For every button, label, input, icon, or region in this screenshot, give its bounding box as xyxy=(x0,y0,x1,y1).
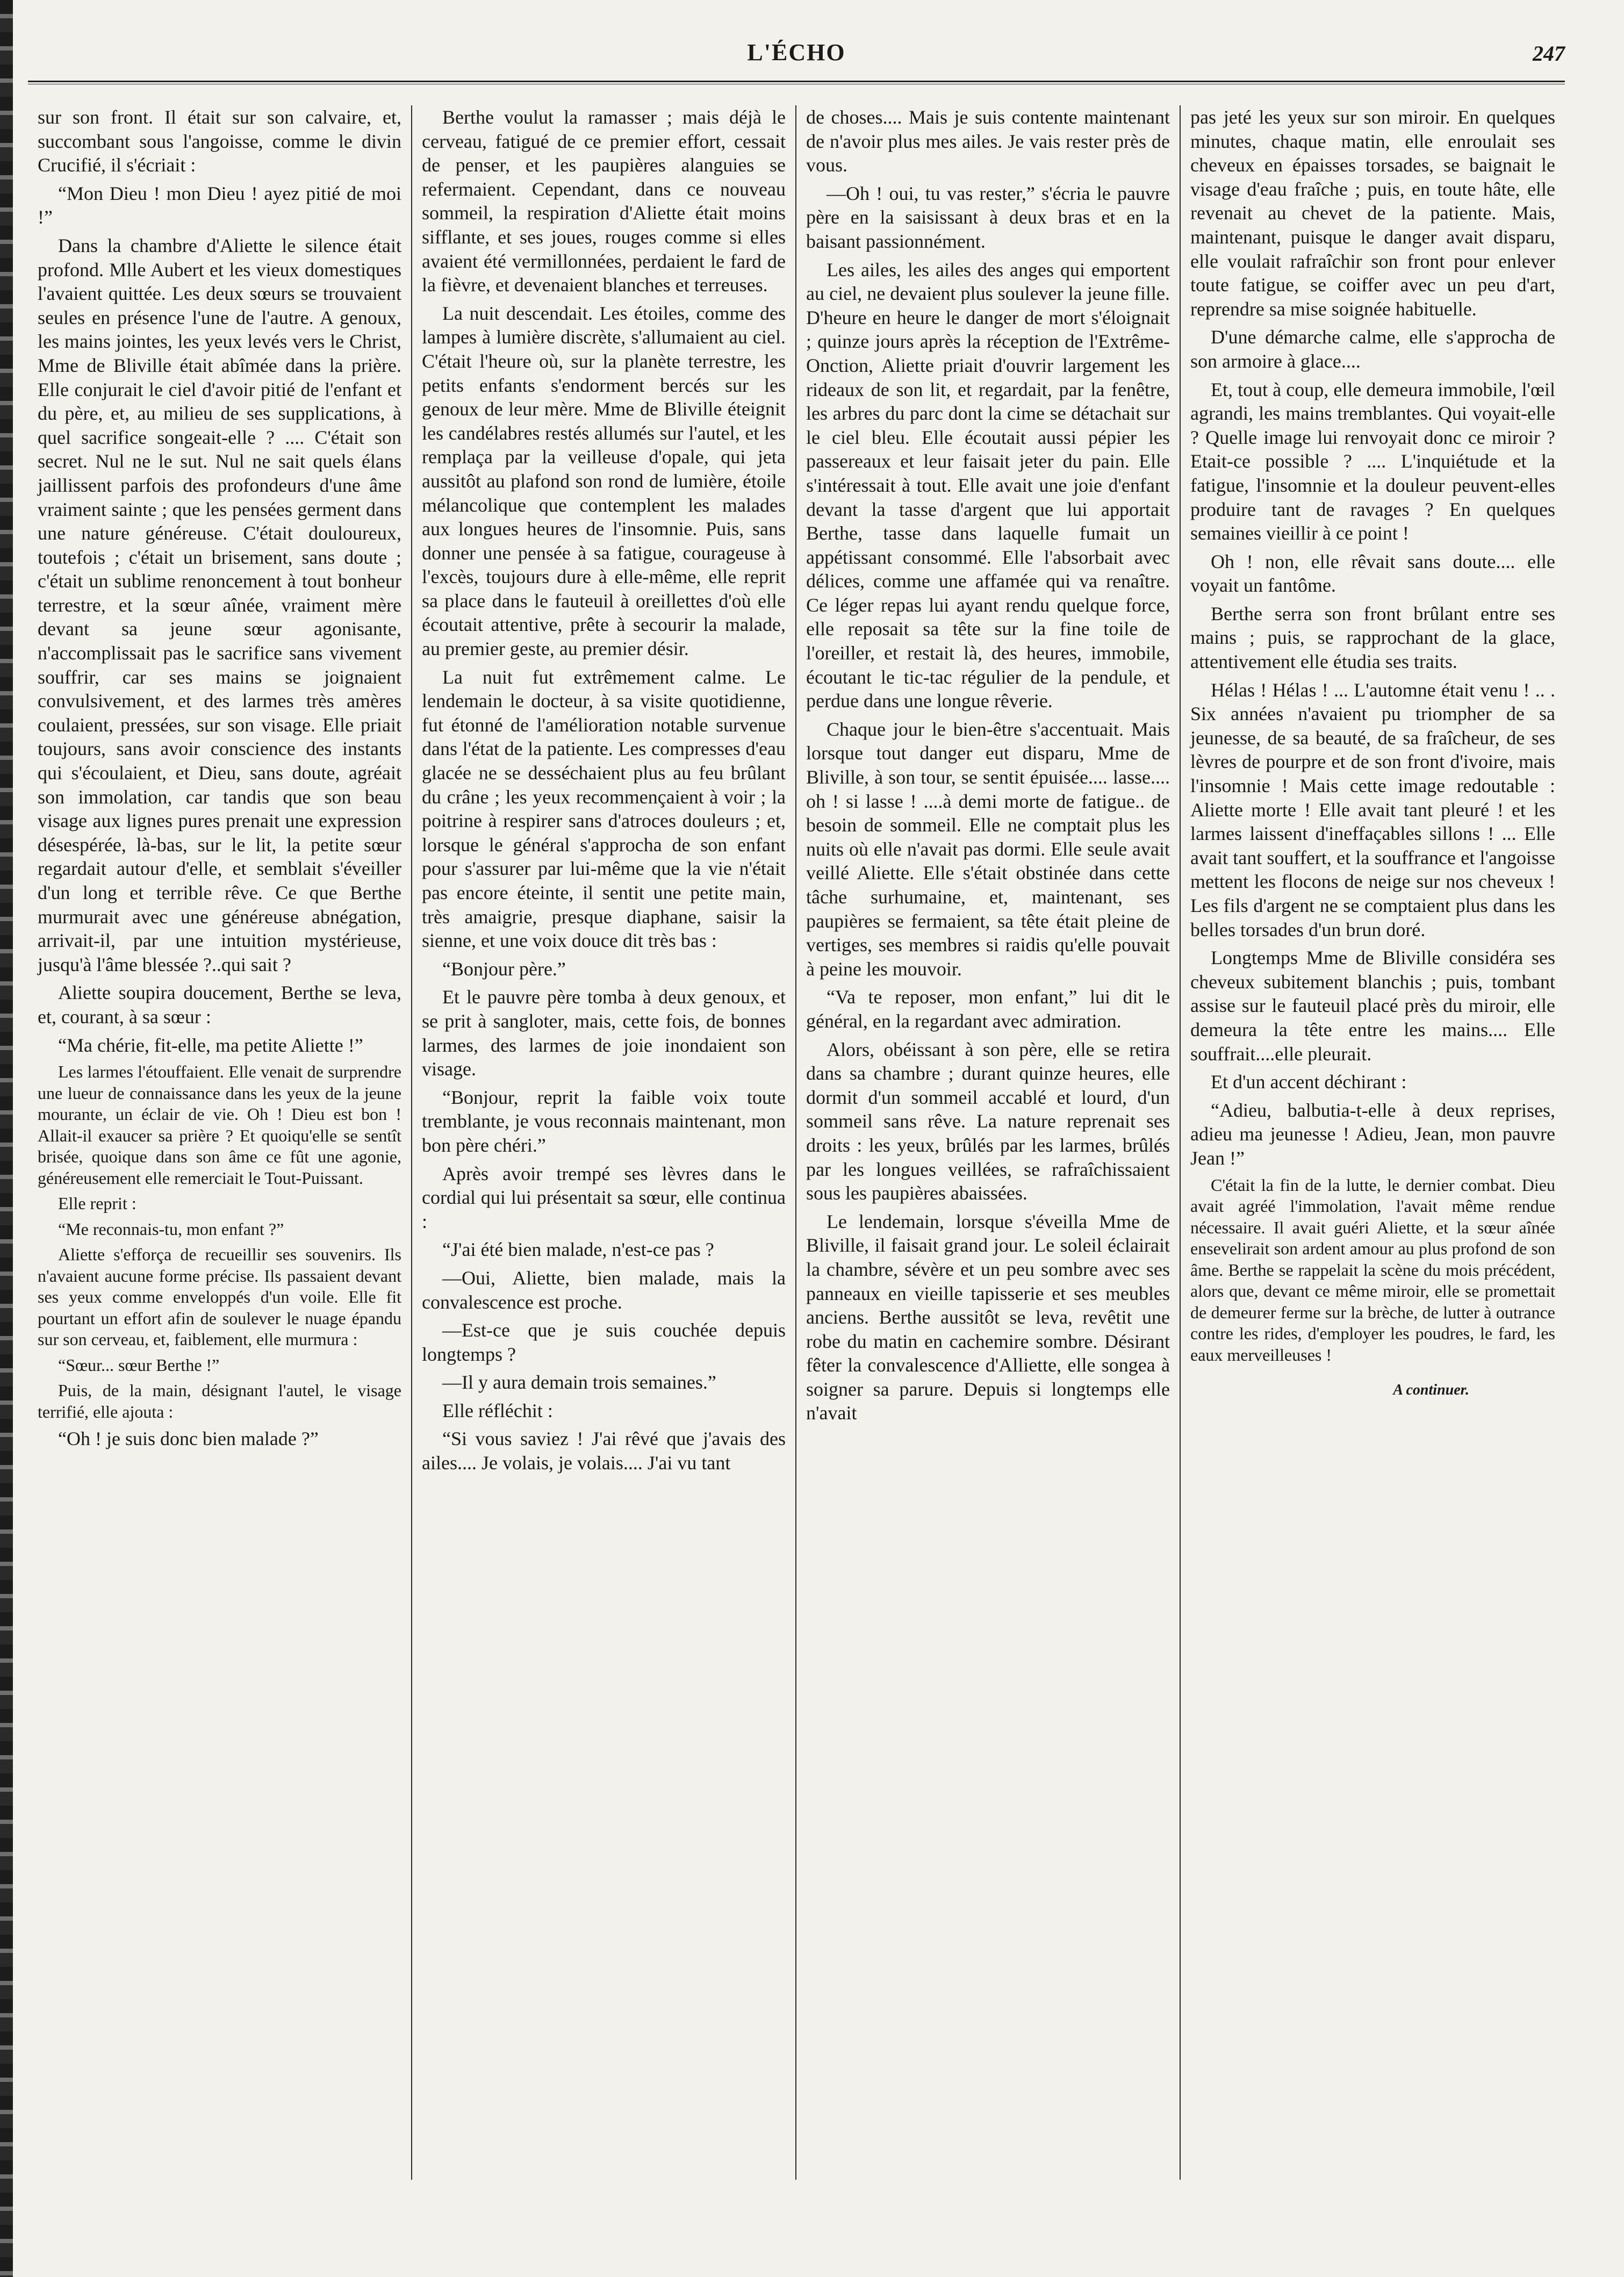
paragraph: —Il y aura demain trois semaines.” xyxy=(442,1371,716,1394)
header-rule xyxy=(28,81,1565,82)
paragraph: Dans la chambre d'Aliette le silence était profond. Mlle Aubert et les vieux domestiques l'avaient quittée. Les deux sœurs se trouvaient seules en présence l'une de l'autre. A genoux, les mains jointes, les yeux levés vers le Christ, Mme de Bliville était abîmée dans la prière. Elle conjurait le ciel d'avoir pitié de l'enfant et du père, et, au milieu de ses supplications, à quel sacrifice songeait-elle ? .... C'était son secret. Nul ne le sut. Nul ne sait quels élans jaillissent parfois des profondeurs d'une âme vraiment sainte ; que les pensées germent dans une nature généreuse. C'était douloureux, toutefois ; c'était un brisement, sans doute ; c'était un sublime renoncement à tout bonheur terrestre, et la sœur aînée, vraiment mère devant sa jeune sœur agonisante, n'accomplissait pas le sacrifice sans vivement souffrir, car ses mains se joignaient convulsivement, et des larmes très amères coulaient, pressées, sur son visage. Elle priait toujours, sans avoir conscience des instants qui s'écoulaient, et Dieu, sans doute, agréait son immolation, car tandis que son beau visage aux lignes pures prenait une expression désespérée, là-bas, sur le lit, la petite sœur regardait autour d'elle, et semblait s'éveiller d'un long et terrible rêve. Ce que Berthe murmurait avec une généreuse abnégation, arrivait-il, par une intuition mystérieuse, jusqu'à l'âme blessée ?..qui sait ? xyxy=(38,234,401,975)
binding-edge xyxy=(0,0,13,2277)
paragraph: La nuit descendait. Les étoiles, comme des lampes à lumière discrète, s'allumaient au ciel. C'était l'heure où, sur la planète terrestre, les petits enfants s'endorment bercés sur les genoux de leur mère. Mme de Bliville éteignit les candélabres restés allumés sur l'autel, et les remplaça par la veilleuse d'opale, qui jeta aussitôt au plafond son rond de lumière, étoile mélancolique que contemplent les malades aux longues heures de l'insomnie. Puis, sans donner une pensée à sa fatigue, courageuse à l'excès, toujours dure à elle-même, elle reprit sa place dans le fauteuil à oreillettes d'où elle écoutait attentive, prête à secourir la malade, au premier geste, au premier désir. xyxy=(422,302,786,660)
column-4-paragraphs xyxy=(1190,105,1555,1366)
column-4 xyxy=(1181,105,1565,2180)
publication-title: L'ÉCHO xyxy=(747,39,846,66)
paragraph: Aliette soupira doucement, Berthe se leva, et, courant, à sa sœur : xyxy=(38,982,401,1028)
paragraph: de choses.... Mais je suis contente maintenant de n'avoir plus mes ailes. Je vais rester près de vous. xyxy=(806,106,1170,176)
paragraph: Puis, de la main, désignant l'autel, le visage terrifié, elle ajouta : xyxy=(38,1381,401,1421)
paragraph: Elle reprit : xyxy=(58,1194,136,1213)
paragraph: Les ailes, les ailes des anges qui emportent au ciel, ne devaient plus soulever la jeune fille. D'heure en heure le danger de mort s'éloignait ; quinze jours après la réception de l'Extrême-Onction, Aliette priait d'ouvrir largement les rideaux de son lit, et regardait, par la fenêtre, les arbres du parc dont la cime se détachait sur le ciel bleu. Elle écoutait aussi pépier les passereaux et leur faisait jeter du pain. Elle s'intéressait à tout. Elle avait une joie d'enfant devant la tasse d'argent que lui apportait Berthe, tasse dans laquelle fumait un appétissant consommé. Elle l'absorbait avec délices, comme une affamée qui va renaître. Ce léger repas lui ayant rendu quelque force, elle reposait sa tête sur la fine toile de l'oreiller, et restait là, des heures, immobile, écoutant le tic-tac régulier de la pendule, et perdue dans une longue rêverie. xyxy=(806,258,1170,712)
paragraph: “J'ai été bien malade, n'est-ce pas ? xyxy=(442,1239,714,1261)
paragraph: “Va te reposer, mon enfant,” lui dit le général, en la regardant avec admiration. xyxy=(806,986,1170,1032)
paragraph: Alors, obéissant à son père, elle se retira dans sa chambre ; durant quinze heures, elle dormit d'un sommeil accablé et lourd, d'un sommeil sans rêve. La nature reprenait ses droits : les yeux, brûlés par les larmes, brûlés par les longues veillées, se rafraîchissaient sous les paupières abaissées. xyxy=(806,1038,1170,1204)
paragraph: “Si vous saviez ! J'ai rêvé que j'avais des ailes.... Je volais, je volais.... J'ai vu tant xyxy=(422,1428,786,1474)
page-header xyxy=(28,39,1565,76)
paragraph: “Sœur... sœur Berthe !” xyxy=(58,1355,220,1375)
paragraph: Longtemps Mme de Bliville considéra ses cheveux subitement blanchis ; puis, tombant assise sur le fauteuil placé près du miroir, elle demeura la tête entre les mains.... Elle souffrait....elle pleurait. xyxy=(1190,947,1555,1065)
paragraph: —Oui, Aliette, bien malade, mais la convalescence est proche. xyxy=(422,1267,786,1313)
paragraph: Le lendemain, lorsque s'éveilla Mme de Bliville, il faisait grand jour. Le soleil éclairait la chambre, sévère et un peu sombre avec ses panneaux en vieille tapisserie et ses meubles anciens. Berthe aussitôt se leva, revêtit une robe du matin en cachemire sombre. Désirant fêter la convalescence d'Alliette, elle songea à soigner sa parure. Depuis si longtemps elle n'avait xyxy=(806,1210,1170,1424)
paragraph: Les larmes l'étouffaient. Elle venait de surprendre une lueur de connaissance dans les yeux de la jeune mourante, un éclair de vie. Oh ! Dieu est bon ! Allait-il exaucer sa prière ? Et quoiqu'elle se sentît brisée, quoique dans son âme ce fût une agonie, généreusement elle remerciait le Tout-Puissant. xyxy=(38,1062,401,1188)
paragraph: sur son front. Il était sur son calvaire, et, succombant sous l'angoisse, comme le divin Crucifié, il s'écriait : xyxy=(38,106,401,176)
page-number: 247 xyxy=(1533,41,1565,66)
paragraph: Berthe serra son front brûlant entre ses mains ; puis, se rapprochant de la glace, attentivement elle étudia ses traits. xyxy=(1190,602,1555,673)
paragraph: Et d'un accent déchirant : xyxy=(1211,1071,1407,1093)
paragraph: —Oh ! oui, tu vas rester,” s'écria le pauvre père en la saisissant à deux bras et en la baisant passionnément. xyxy=(806,182,1170,252)
paragraph: D'une démarche calme, elle s'approcha de son armoire à glace.... xyxy=(1190,326,1555,372)
paragraph: “Bonjour père.” xyxy=(442,958,566,980)
paragraph: “Mon Dieu ! mon Dieu ! ayez pitié de moi !” xyxy=(38,182,401,228)
paragraph: Hélas ! Hélas ! ... L'automne était venu ! .. . Six années n'avaient pu triompher de sa jeunesse, de sa beauté, de sa fraîcheur, de ses lèvres de pourpre et de son front d'ivoire, mais l'insomnie ! Mais cette image redoutable : Aliette morte ! Elle avait tant pleuré ! et les larmes laissent d'ineffaçables sillons ! ... Elle avait tant souffert, et la souffrance et l'angoisse mettent les flocons de neige sur nos cheveux ! Les fils d'argent ne se comptaient plus dans les belles torsades d'un brun doré. xyxy=(1190,679,1555,940)
paragraph: “Ma chérie, fit-elle, ma petite Aliette !” xyxy=(58,1034,363,1056)
paragraph: Oh ! non, elle rêvait sans doute.... elle voyait un fantôme. xyxy=(1190,550,1555,597)
paragraph: “Bonjour, reprit la faible voix toute tremblante, je vous reconnais maintenant, mon bon père chéri.” xyxy=(422,1086,786,1156)
paragraph: Aliette s'efforça de recueillir ses souvenirs. Ils n'avaient aucune forme précise. Ils passaient devant ses yeux comme enveloppés d'un voile. Elle fit pourtant un effort afin de soulever le nuage épandu sur son cerveau, et, faiblement, elle murmura : xyxy=(38,1245,401,1349)
column-3 xyxy=(796,105,1181,2180)
paragraph: pas jeté les yeux sur son miroir. En quelques minutes, chaque matin, elle enroulait ses cheveux en épaisses torsades, se baignait le visage d'eau fraîche ; puis, en toute hâte, elle revenait au chevet de la patiente. Mais, maintenant, puisque le danger avait disparu, elle voulait rafraîchir son front pour enlever toute fatigue, se coiffer avec un peu d'art, reprendre sa mise soignée habituelle. xyxy=(1190,106,1555,320)
paragraph: “Oh ! je suis donc bien malade ?” xyxy=(58,1428,319,1450)
paragraph: La nuit fut extrêmement calme. Le lendemain le docteur, à sa visite quotidienne, fut étonné de l'amélioration notable survenue dans l'état de la patiente. Les compresses d'eau glacée ne se desséchaient plus au feu brûlant du crâne ; les yeux recommençaient à voir ; la poitrine à respirer sans d'atroces douleurs ; et, lorsque le général s'approcha de son enfant pour s'assurer par lui-même que la vie n'était pas encore éteinte, il sentit une petite main, très amaigrie, presque diaphane, saisir la sienne, et une voix douce dit très bas : xyxy=(422,666,786,952)
column-1 xyxy=(28,105,412,2180)
paragraph: Berthe voulut la ramasser ; mais déjà le cerveau, fatigué de ce premier effort, cessait de penser, et les paupières alanguies se refermaient. Cependant, dans ce nouveau sommeil, la respiration d'Aliette était moins sifflante, et ses joues, rouges comme si elles avaient été vermillonnées, perdaient le fard de la fièvre, et devenaient blanches et terreuses. xyxy=(422,106,786,296)
paragraph: Et, tout à coup, elle demeura immobile, l'œil agrandi, les mains tremblantes. Qui voyait-elle ? Quelle image lui renvoyait donc ce miroir ? Etait-ce possible ? .... L'inquiétude et la fatigue, l'insomnie et la douleur peuvent-elles produire tant de ravages ? En quelques semaines vieillir à ce point ! xyxy=(1190,378,1555,544)
paragraph: —Est-ce que je suis couchée depuis longtemps ? xyxy=(422,1319,786,1365)
paragraph: “Me reconnais-tu, mon enfant ?” xyxy=(58,1219,284,1239)
paragraph: Chaque jour le bien-être s'accentuait. Mais lorsque tout danger eut disparu, Mme de Bliville, à son tour, se sentit épuisée.... lasse.... oh ! si lasse ! ....à demi morte de fatigue.. de besoin de sommeil. Elle ne comptait plus les nuits où elle n'avait pas dormi. Elle seule avait veillé Aliette. Elle s'était obstinée dans cette tâche surhumaine, et, maintenant, ses paupières se fermaient, sa tête était pleine de vertiges, ses membres si raidis qu'elle pouvait à peine les mouvoir. xyxy=(806,718,1170,980)
paragraph: Elle réfléchit : xyxy=(442,1399,553,1421)
paragraph: Après avoir trempé ses lèvres dans le cordial qui lui présentait sa sœur, elle continua : xyxy=(422,1162,786,1232)
to-be-continued-note: A continuer. xyxy=(1393,1382,1469,1399)
paragraph: “Adieu, balbutia-t-elle à deux reprises, adieu ma jeunesse ! Adieu, Jean, mon pauvre Jean !” xyxy=(1190,1099,1555,1169)
article-columns xyxy=(28,105,1565,2180)
paragraph: Et le pauvre père tomba à deux genoux, et se prit à sangloter, mais, cette fois, de bonnes larmes, des larmes de joie inondaient son visage. xyxy=(422,986,786,1080)
paragraph: C'était la fin de la lutte, le dernier combat. Dieu avait agréé l'immolation, l'avait même rendue nécessaire. Il avait guéri Aliette, et la sœur aînée ensevelirait son ardent amour au plus profond de son âme. Berthe se rappelait la scène du mois précédent, alors que, devant ce même miroir, elle se promettait de demeurer ferme sur la brèche, de lutter à outrance contre les rides, d'employer les poudres, le fard, les eaux merveilleuses ! xyxy=(1190,1175,1555,1364)
newspaper-page xyxy=(28,0,1608,2277)
column-2 xyxy=(412,105,796,2180)
